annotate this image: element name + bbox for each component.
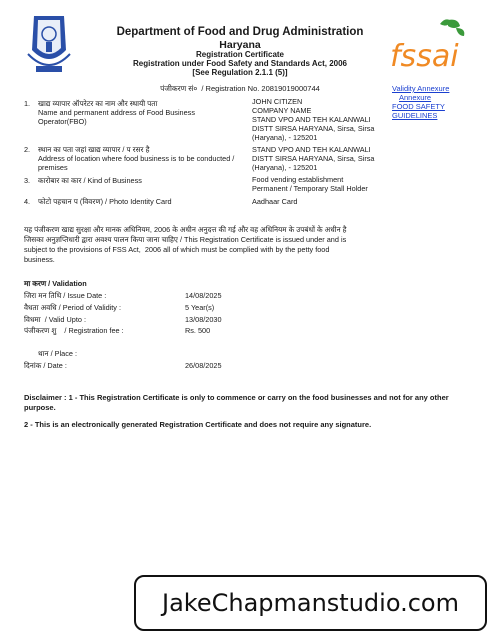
valid-upto-label: विधमा / Valid Upto :: [24, 315, 86, 324]
terms-paragraph-line-3: subject to the provisions of FSS Act, 2006 all of which must be complied with by the petty food: [24, 245, 330, 254]
place-label: थान / Place :: [38, 349, 77, 358]
field-4-label: फोटो पहचान प (विवरण) / Photo Identity Card: [38, 197, 172, 206]
field-2-number: 2.: [24, 145, 31, 154]
field-3-number: 3.: [24, 176, 31, 185]
field-3-value-2: Permanent / Temporary Stall Holder: [252, 184, 368, 193]
watermark-banner: JakeChapmanstudio.com: [134, 575, 487, 631]
field-4-value: Aadhaar Card: [252, 197, 298, 206]
field-1-value-2: COMPANY NAME: [252, 106, 312, 115]
state-title: Haryana: [219, 39, 261, 51]
registration-fee-label: पंजीकरण शु / Registration fee :: [24, 326, 124, 335]
act-line: Registration under Food Safety and Standards Act, 2006: [133, 59, 347, 68]
field-2-label-hi: स्थान का पता जहां खाद्य व्यापार / प रसर है: [38, 145, 150, 154]
fssai-logo: [388, 16, 468, 76]
field-1-value-4: DISTT SIRSA HARYANA, Sirsa, Sirsa: [252, 124, 375, 133]
field-1-label-hi: खाद्य व्यापार ऑपरेटर का नाम और स्थायी पता: [38, 99, 158, 108]
issue-date-label: जिरा मन तिथि / Issue Date :: [24, 291, 107, 300]
field-1-value-3: STAND VPO AND TEH KALANWALI: [252, 115, 371, 124]
field-1-value-1: JOHN CITIZEN: [252, 97, 303, 106]
field-2-label-en: Address of location where food business is to be conducted / premises: [38, 154, 235, 173]
annexure-link[interactable]: Annexure: [399, 93, 432, 102]
field-2-value-3: (Haryana), - 125201: [252, 163, 318, 172]
field-1-value-5: (Haryana), - 125201: [252, 133, 318, 142]
registration-fee-value: Rs. 500: [185, 326, 211, 335]
validity-annexure-link[interactable]: Validity Annexure: [392, 84, 450, 93]
issue-date-value: 14/08/2025: [185, 291, 222, 300]
field-2-value-2: DISTT SIRSA HARYANA, Sirsa, Sirsa: [252, 154, 375, 163]
guidelines-link[interactable]: GUIDELINES: [392, 111, 438, 120]
disclaimer-2: 2 - This is an electronically generated Registration Certificate and does not require any signature.: [24, 420, 372, 429]
date-label: दिनांक / Date :: [24, 361, 67, 370]
terms-paragraph-line-4: business.: [24, 255, 55, 264]
validity-period-value: 5 Year(s): [185, 303, 215, 312]
validity-period-label: वैधता अवधि / Period of Validity :: [24, 303, 121, 312]
validation-heading: मा करण / Validation: [24, 279, 87, 288]
department-title: Department of Food and Drug Administration: [116, 26, 364, 38]
certificate-title: Registration Certificate: [195, 50, 285, 59]
field-3-value-1: Food vending establishment: [252, 175, 344, 184]
valid-upto-value: 13/08/2030: [185, 315, 222, 324]
field-3-label: कारोबार का कार / Kind of Business: [38, 176, 142, 185]
food-safety-link[interactable]: FOOD SAFETY: [392, 102, 445, 111]
fssai-logo-text: fssai: [390, 39, 459, 74]
regulation-line: [See Regulation 2.1.1 (5)]: [192, 68, 288, 77]
field-4-number: 4.: [24, 197, 31, 206]
field-1-number: 1.: [24, 99, 31, 108]
terms-paragraph-line-2: जिसका अनुज्ञप्तिधारी द्वारा अवश्य पालन किया जाना चाहिए / This Registration Certificate is issued under and is: [24, 235, 347, 244]
field-1-label-en: Name and permanent address of Food Business Operator(FBO): [38, 108, 195, 127]
terms-paragraph-line-1: यह पंजीकरण खाद्य सुरक्षा और मानक अधिनियम, 2006 के अधीन अनुदत्त की गई और वह अधिनियम के उपबंधों के अधीन है: [24, 225, 347, 234]
registration-number: पंजीकरण सं० / Registration No. 20819019000744: [160, 84, 320, 93]
haryana-emblem-icon: [24, 10, 74, 76]
field-2-value-1: STAND VPO AND TEH KALANWALI: [252, 145, 371, 154]
disclaimer-1: Disclaimer : 1 - This Registration Certificate is only to commence or carry on the food businesses and not for any other purpose.: [24, 393, 449, 412]
date-value: 26/08/2025: [185, 361, 222, 370]
